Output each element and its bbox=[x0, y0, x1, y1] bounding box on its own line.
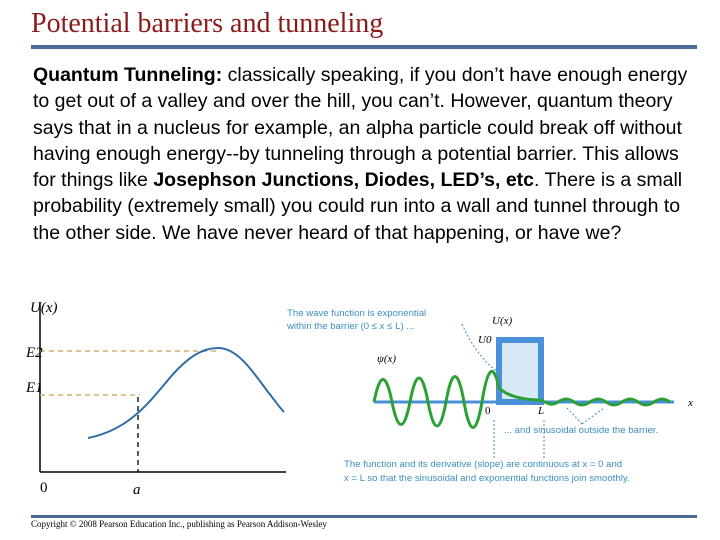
barrier-potential-label: U(x) bbox=[492, 315, 513, 327]
footer-divider bbox=[31, 515, 697, 518]
barrier-caption-bottom-line-1: The function and its derivative (slope) are continuous at x = 0 and bbox=[344, 459, 623, 470]
wave-function-label: ψ(x) bbox=[377, 353, 397, 365]
potential-hill-figure bbox=[28, 292, 290, 504]
caption-arrow-side-1 bbox=[567, 408, 582, 424]
body-text-part-2: . There is a small probability (extremely small) you could run into a wall and tunnel through to the other side. We have never heard of that happening, or have we? bbox=[33, 169, 683, 244]
slide-title: Potential barriers and tunneling bbox=[31, 8, 384, 39]
barrier-height-label: U0 bbox=[478, 334, 492, 346]
barrier-caption-side: ... and sinusoidal outside the barrier. bbox=[504, 425, 659, 436]
hill-origin-label: 0 bbox=[40, 480, 48, 496]
examples-term: Josephson Junctions, Diodes, LED’s, etc bbox=[153, 169, 535, 192]
a-tick-label: a bbox=[133, 482, 141, 498]
barrier-caption-top-line-2: within the barrier (0 ≤ x ≤ L) ... bbox=[287, 321, 415, 332]
e1-label: E1 bbox=[26, 380, 43, 396]
barrier-caption-bottom-line-2: x = L so that the sinusoidal and exponential functions join smoothly. bbox=[344, 473, 630, 484]
lead-term: Quantum Tunneling: bbox=[33, 64, 223, 86]
copyright-footer: Copyright © 2008 Pearson Education Inc., publishing as Pearson Addison-Wesley bbox=[31, 519, 327, 529]
title-divider bbox=[31, 45, 697, 49]
hill-y-axis-label: U(x) bbox=[30, 300, 58, 316]
barrier-caption-top-line-1: The wave function is exponential bbox=[287, 308, 427, 319]
barrier-edge-label: L bbox=[538, 405, 545, 417]
body-text-part-1: classically speaking, if you don’t have enough energy to get out of a valley and over the hill, you can’t. However, quantum theory says that in a nucleus for example, an alpha particle could break off without having enough energy--by tunneling through a potential barrier. This allows for things like bbox=[33, 64, 688, 192]
e2-label: E2 bbox=[26, 345, 43, 361]
hill-curve bbox=[88, 348, 284, 438]
body-paragraph bbox=[33, 62, 703, 246]
caption-arrow-side-2 bbox=[582, 408, 604, 424]
barrier-tunneling-figure bbox=[282, 300, 718, 492]
barrier-x-axis-label: x bbox=[688, 397, 693, 409]
barrier-origin-label: 0 bbox=[485, 405, 491, 417]
